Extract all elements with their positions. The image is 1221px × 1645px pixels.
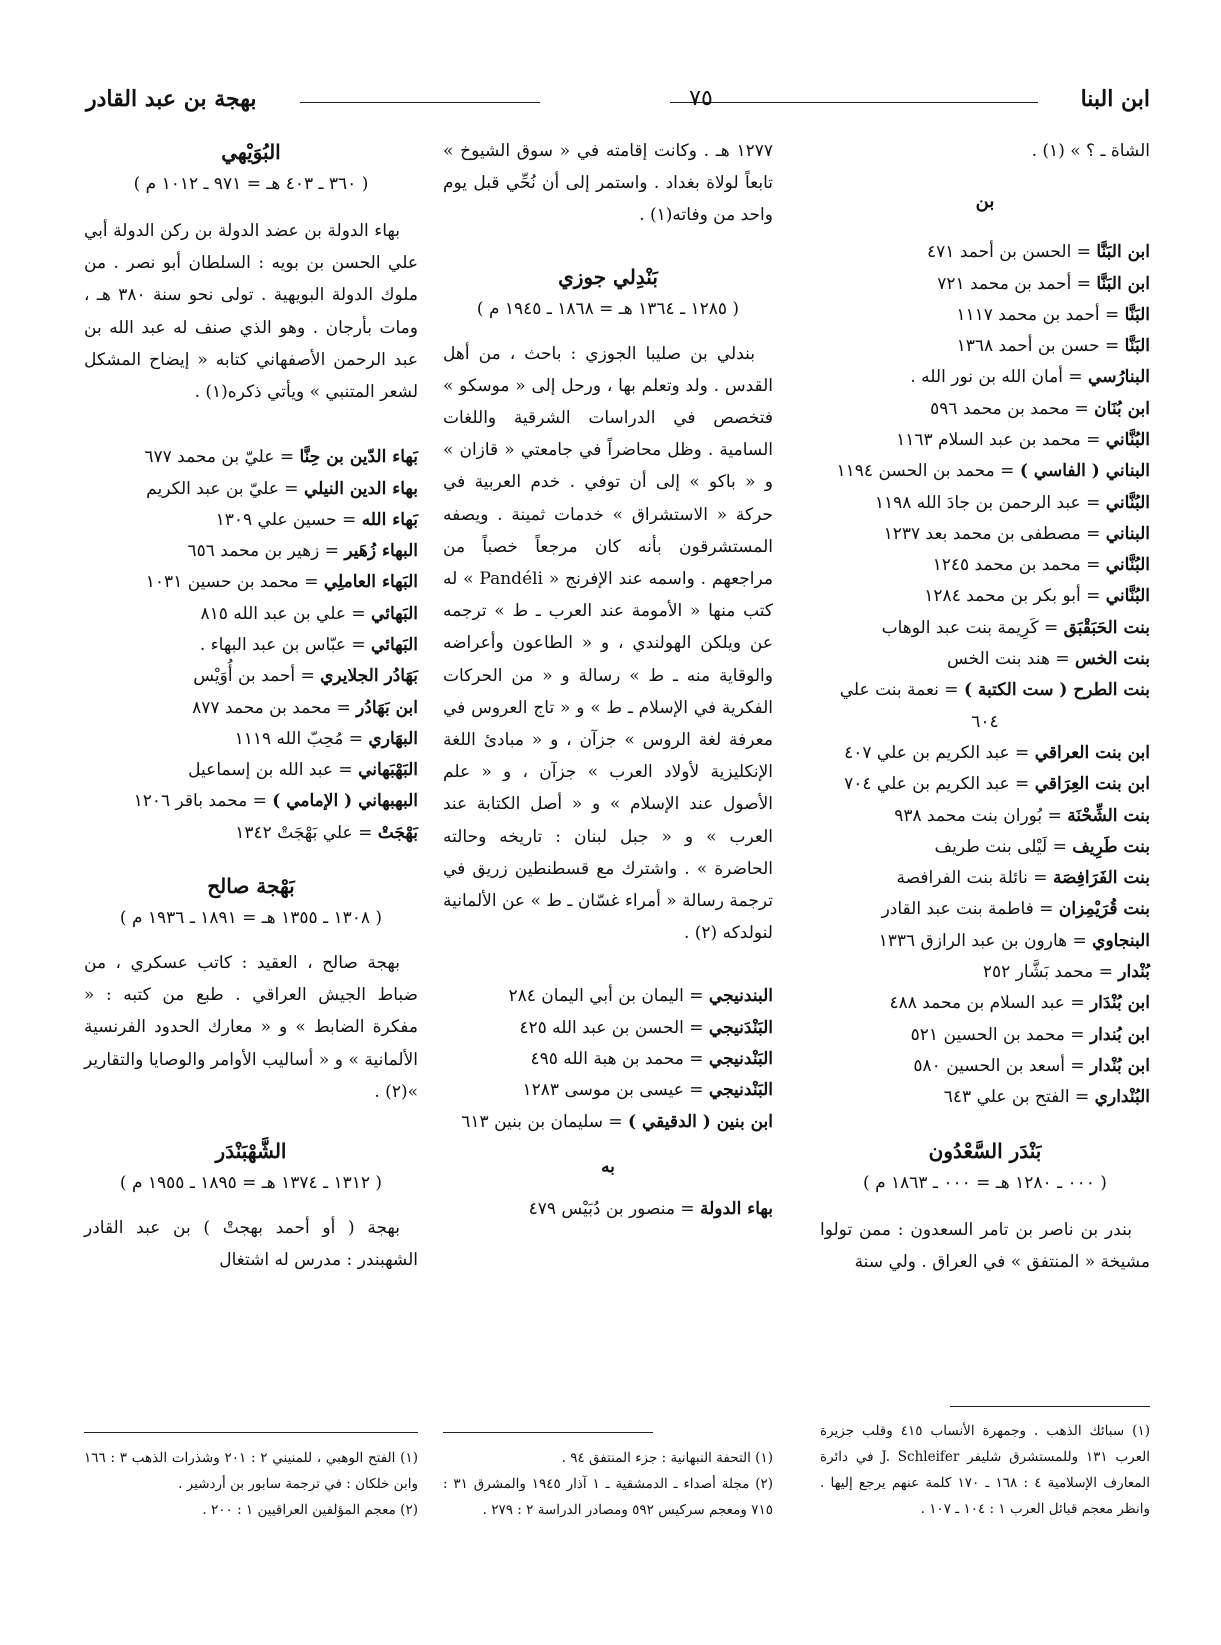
entry-head: البَنْدنيجي — [708, 1049, 773, 1070]
footnote: (١) التحفة النبهانية : جزء المنتفق ٩٤ . — [561, 1450, 773, 1466]
entry-head: بهاء الدين النيلي — [303, 478, 418, 499]
entry-text: = محمد بن هبة الله ٤٩٥ — [530, 1049, 709, 1070]
entry-text: = عبد الكريم بن علي ٤٠٧ — [844, 742, 1035, 763]
entry-text: = الحسن بن أحمد ٤٧١ — [927, 242, 1097, 263]
entry-text: = محمد باقر ١٢٠٦ — [133, 791, 273, 812]
entry — [820, 613, 1150, 644]
entry-head: البناني ( الفاسي ) — [1019, 461, 1150, 482]
entry — [84, 442, 418, 473]
entry-head: ابن بنت العراقي — [1034, 742, 1150, 763]
entry — [443, 1107, 773, 1138]
bio-text: بهجة ( أو أحمد بهجتْ ) بن عبد القادر الشهبندر : مدرس له اشتغال — [84, 1218, 418, 1271]
entry-head: بنت الحَبَقْبَق — [1063, 617, 1150, 638]
entry-head: بنت الخس — [1074, 649, 1150, 670]
bio-text: بهاء الدولة بن عضد الدولة بن ركن الدولة أبي علي الحسن بن بويه : السلطان أبو نصر . من ملوك الدولة البويهية . تولى نحو سنة ٣٨٠ هـ ، ومات بأرجان . وهو الذي صنف له عبد الله بن عبد الرحمن الأصفهاني كتابه « إيضاح المشكل لشعر المتنبي » ويأتي ذكره(١) . — [84, 221, 418, 403]
entry-text: = عيسى بن موسى ١٢٨٣ — [522, 1080, 709, 1101]
entry — [820, 300, 1150, 331]
entry-text: = محمد بن الحسن ١١٩٤ — [836, 461, 1020, 482]
entry-head: بَهَادُر الجلايري — [320, 666, 418, 687]
entry-head: ابن البَنَّا — [1096, 273, 1150, 294]
entry-text: = أمان الله بن نور الله . — [910, 367, 1089, 388]
continued-text: ١٢٧٧ هـ . وكانت إقامته في « سوق الشيوخ » تابعاً لولاة بغداد . واستمر إلى أن نُحِّي قبل يوم واحد من وفاته(١) . — [443, 141, 773, 226]
bio-dates: ( ١٣١٢ ـ ١٣٧٤ هـ = ١٨٩٥ ـ ١٩٥٥ م ) — [119, 1173, 383, 1194]
bio-title: بَنْدِلي جوزي — [558, 264, 658, 289]
entry-head: البَهائي — [371, 603, 418, 624]
entry — [820, 863, 1150, 894]
entry-text: = محمد بن الحسين ٥٢١ — [910, 1024, 1090, 1045]
bio-title: الشَّهْبَنْدَر — [215, 1139, 287, 1164]
column-right — [820, 135, 1150, 1278]
entry-text: = علي بن عبد الله ٨١٥ — [200, 603, 372, 624]
entry — [820, 519, 1150, 550]
entry — [84, 474, 418, 505]
footnote: (١) الفتح الوهبي ، للمنيني ٢ : ٢٠١ وشذرات الذهب ٣ : ١٦٦ وابن خلكان : في ترجمة سابور بن أردشير . — [84, 1450, 418, 1492]
entry-text: = الحسن بن عبد الله ٤٢٥ — [519, 1017, 709, 1038]
footnotes-left — [84, 1445, 418, 1523]
entry — [820, 957, 1150, 988]
entry — [820, 894, 1150, 925]
entry-head: البهبهاني ( الإمامي ) — [272, 791, 418, 812]
entry — [820, 237, 1150, 268]
entry-head: البَهائي — [371, 635, 418, 655]
entry-text: = أحمد بن محمد ١١١٧ — [956, 304, 1125, 325]
entry-head: بُنْدار — [1118, 962, 1150, 983]
entry — [820, 331, 1150, 362]
entry-head: بنت الفَرَافِصَة — [1052, 868, 1150, 889]
entry — [820, 707, 1150, 738]
column-middle — [443, 135, 773, 1225]
bio-text: بهجة صالح ، العقيد : كاتب عسكري ، من ضباط الجيش العراقي . طبع من كتبه : « مفكرة الضابط » و « معارك الحدود الفرنسية الألمانية » و « أساليب الأوامر والوصايا والتقارير »(٢) . — [84, 953, 418, 1102]
entry-text: = سليمان بن بنين ٦١٣ — [461, 1111, 629, 1132]
entry — [820, 1020, 1150, 1051]
entry-text: = مُحِبّ الله ١١١٩ — [234, 728, 369, 749]
entry-text: = هند بنت الخس — [946, 649, 1075, 670]
footnote-rule — [950, 1406, 1150, 1407]
entry-head: البَهْبَهاني — [358, 760, 418, 781]
entry-head: البنجاوي — [1092, 930, 1150, 951]
section-heading: بن — [975, 191, 995, 213]
section-heading: به — [601, 1156, 615, 1177]
bio-text: بندر بن ناصر بن تامر السعدون : ممن تولوا مشيخة « المنتفق » في العراق . ولي سنة — [820, 1219, 1150, 1272]
entry — [820, 581, 1150, 612]
running-head-right: ابن البنا — [1080, 86, 1150, 112]
entry-head: بنت قُرَيْمِزان — [1058, 899, 1150, 920]
entry-text: = كَرِيمة بنت عبد الوهاب — [881, 617, 1064, 638]
entry — [820, 488, 1150, 519]
entry — [820, 675, 1150, 706]
entry — [443, 1013, 773, 1044]
entry-head: البُنَّاني — [1105, 586, 1150, 607]
entry-text: ٦٠٤ — [971, 711, 999, 732]
bio-dates: ( ٣٦٠ ـ ٤٠٣ هـ = ٩٧١ ـ ١٠١٢ م ) — [133, 174, 369, 194]
entry — [443, 981, 773, 1012]
entry — [84, 818, 418, 849]
entry-text: = عبد السلام بن محمد ٤٨٨ — [889, 993, 1090, 1014]
entry-head: البهاء زُهَير — [344, 541, 418, 562]
entry-head: بَهاء الله — [361, 509, 418, 530]
entry — [820, 769, 1150, 800]
entry-text: = حسين علي ١٣٠٩ — [215, 509, 362, 530]
entry — [820, 550, 1150, 581]
entry — [84, 755, 418, 786]
entry-head: البندنيجي — [708, 986, 773, 1007]
entry — [820, 456, 1150, 487]
entry-text: = عبد الله بن إسماعيل — [188, 760, 359, 781]
entry-head: ابن بنين ( الدقيقي ) — [628, 1111, 773, 1132]
header-rule-left — [300, 102, 540, 103]
entry — [84, 693, 418, 724]
page-header — [86, 80, 1150, 120]
entry-text: = عليّ بن عبد الكريم — [146, 478, 304, 499]
entry — [820, 1051, 1150, 1082]
entry-text: = حسن بن أحمد ١٣٦٨ — [956, 336, 1125, 357]
entry-head: بنت الشِّحْنَة — [1067, 805, 1150, 826]
entry-head: البناني — [1105, 523, 1150, 544]
entry — [84, 661, 418, 692]
entry — [84, 567, 418, 598]
entry — [84, 786, 418, 817]
entry-head: ابن بُنَان — [1094, 398, 1150, 419]
entry-text: = نعمة بنت علي — [839, 680, 964, 701]
entry-head: ابن بُنْدار — [1089, 1055, 1150, 1076]
entry-head: البَنْدنيجي — [708, 1080, 773, 1101]
bio-dates: ( ١٢٨٥ ـ ١٣٦٤ هـ = ١٨٦٨ ـ ١٩٤٥ م ) — [476, 298, 740, 319]
entry — [443, 1075, 773, 1106]
entry-list — [820, 237, 1150, 1113]
footnote-rule — [84, 1432, 418, 1433]
entry-head: البُنَّاني — [1105, 429, 1150, 450]
entry — [820, 362, 1150, 393]
entry — [820, 394, 1150, 425]
entry-head: البُنَّاني — [1105, 492, 1150, 513]
entry — [820, 832, 1150, 863]
entry-text: = مصطفى بن محمد بعد ١٢٣٧ — [883, 523, 1106, 544]
entry-text: = عبّاس بن عبد البهاء . — [199, 635, 372, 655]
bio-title: البُوَيْهي — [221, 140, 281, 164]
entry-text: = بُوران بنت محمد ٩٣٨ — [894, 805, 1068, 826]
entry-head: ابن بُنْدَار — [1089, 993, 1150, 1014]
entry-head: بَهْجَتْ — [377, 822, 418, 843]
entry-text: = فاطمة بنت عبد القادر — [881, 899, 1059, 920]
entry — [820, 926, 1150, 957]
entry-list — [84, 442, 418, 849]
entry-head: البهَاري — [368, 728, 418, 749]
entry-head: ابن بَهَادُر — [356, 697, 418, 718]
entry-text: = أبو بكر بن محمد ١٢٨٤ — [924, 586, 1106, 607]
entry-head: البُنْداري — [1094, 1087, 1150, 1108]
entry-head: البَنَّا — [1124, 304, 1150, 325]
entry-text: = لَيْلى بنت طريف — [934, 836, 1073, 857]
column-left — [84, 135, 418, 1277]
entry-head: البَنَّا — [1124, 336, 1150, 357]
footnote-rule — [443, 1432, 653, 1433]
entry-text: = أسعد بن الحسين ٥٨٠ — [913, 1055, 1090, 1076]
entry — [84, 724, 418, 755]
running-head-left: بهجة بن عبد القادر — [86, 86, 257, 112]
entry: بهاء الدولة = منصور بن دُبَيْس ٤٧٩ — [528, 1198, 773, 1219]
footnote: (٢) مجلة أصداء ـ الدمشقية ـ ١ آذار ١٩٤٥ والمشرق ٣١ : ٧١٥ ومعجم سركيس ٥٩٢ ومصادر الدراسة ٢ : ٢٧٩ . — [443, 1476, 774, 1518]
entry-head: البَهاء العاملِي — [323, 572, 418, 593]
entry-text: = اليمان بن أبي اليمان ٢٨٤ — [508, 986, 709, 1007]
entry-text: = عبد الرحمن بن جادَ الله ١١٩٨ — [874, 492, 1106, 513]
bio-text: بندلي بن صليبا الجوزي : باحث ، من أهل القدس . ولد وتعلم بها ، ورحل إلى « موسكو » فتخصص في الدراسات الشرقية واللغات السامية . وظل محاضراً في جامعتي « قازان » و « باكو » إلى أن توفي . خدم العربية في حركة « الاستشراق » خدمات ثمينة . ويصفه المستشرقون بأنه كان مرجعاً خصباً من مراجعهم . واسمه عند الإفرنج « Pandéli » له كتب منها « الأمومة عند العرب ـ ط » ترجمه عن ويلكن الهولندي ، و « الطاعون وأعراضه والوقاية منه ـ ط » رسالة و « من الحركات الفكرية في الإسلام ـ ط » و « تاج العروس في معرفة لغة الروس » جزآن ، و « مبادئ اللغة الإنكليزية لأولاد العرب » جزآن ، و « علم الأصول عند الإسلام » و « أصل الكتابة عند العرب » و « جبل لبنان : تاريخه وحالته الحاضرة » . واشترك مع قسطنطين زريق في ترجمة رسالة « أمراء غسّان ـ ط » عن الألمانية لنولدكه (٢) . — [443, 343, 773, 944]
entry-text: = نائلة بنت الفرافصة — [896, 868, 1053, 889]
footnote: (٢) معجم المؤلفين العراقيين ١ : ٢٠٠ . — [202, 1502, 418, 1518]
entry-text: = أحمد بن أُوَيْس — [193, 666, 321, 687]
entry-text: = عليّ بن محمد ٦٧٧ — [144, 447, 300, 468]
entry — [820, 1082, 1150, 1113]
entry-text: = محمد بن محمد ٨٧٧ — [192, 697, 357, 718]
entry-head: بنت الطرح ( ست الكتبة ) — [963, 680, 1150, 701]
entry-text: = محمد بن محمد ٥٩٦ — [930, 398, 1095, 419]
entry-text: = هارون بن عبد الرازق ١٣٣٦ — [878, 930, 1093, 951]
entry-text: = محمد بن حسين ١٠٣١ — [145, 572, 324, 593]
entry-text: = الفتح بن علي ٦٤٣ — [943, 1087, 1095, 1108]
entry-list — [443, 981, 773, 1137]
entry-text: = محمد بن محمد ١٢٤٥ — [932, 555, 1106, 576]
bio-dates: ( ١٣٠٨ ـ ١٣٥٥ هـ = ١٨٩١ ـ ١٩٣٦ م ) — [119, 908, 383, 929]
entry-head: ابن بُندار — [1089, 1024, 1150, 1045]
entry — [820, 644, 1150, 675]
footnotes-middle — [443, 1445, 773, 1523]
entry — [84, 599, 418, 630]
entry-head: البُنَّاني — [1105, 555, 1150, 576]
entry-head: البَنْدَنيجي — [708, 1017, 773, 1038]
entry-text: = علي بَهْجَتْ ١٣٤٢ — [235, 822, 378, 843]
entry-head: ابن بنت العِرَاقي — [1034, 774, 1150, 795]
continued-text: الشاة ـ ؟ » (١) . — [1031, 141, 1150, 161]
entry-head: بنت طَرِيف — [1072, 836, 1150, 857]
entry-head: ابن البَنَّا — [1096, 242, 1150, 263]
entry-text: = محمد بن عبد السلام ١١٦٣ — [896, 429, 1106, 450]
bio-title: بَهْجة صالح — [207, 874, 295, 899]
footnote: (١) سبائك الذهب . وجمهرة الأنساب ٤١٥ وقلب جزيرة العرب ١٣١ وللمستشرق شليفر J. Schleifer في دائرة المعارف الإسلامية ٤ : ١٦٨ ـ ١٧٠ كلمة عنهم يرجع إليها . وانظر معجم قبائل العرب ١ : ١٠٤ ـ ١٠٧ . — [820, 1423, 1151, 1517]
bio-dates: ( ٠٠٠ ـ ١٢٨٠ هـ = ٠٠٠ ـ ١٨٦٣ م ) — [863, 1172, 1107, 1193]
entry-text: = أحمد بن محمد ٧٢١ — [937, 273, 1097, 294]
entry — [820, 738, 1150, 769]
entry — [820, 801, 1150, 832]
entry-head: بَهاء الدّين بن حِنَّا — [299, 447, 418, 468]
entry-text: = عبد الكريم بن علي ٧٠٤ — [844, 774, 1035, 795]
entry-head: البنارُسي — [1088, 367, 1150, 388]
bio-title: بَنْدَر السَّعْدُون — [928, 1138, 1042, 1163]
entry — [820, 425, 1150, 456]
entry — [443, 1044, 773, 1075]
entry — [820, 269, 1150, 300]
page-number: ٧٥ — [689, 86, 713, 111]
entry — [820, 988, 1150, 1019]
entry — [84, 536, 418, 567]
footnotes-right — [820, 1418, 1150, 1522]
entry-text: = محمد بَشَّار ٢٥٢ — [982, 962, 1119, 983]
entry-text: = زهير بن محمد ٦٥٦ — [187, 541, 345, 562]
entry — [84, 630, 418, 661]
entry — [84, 505, 418, 536]
